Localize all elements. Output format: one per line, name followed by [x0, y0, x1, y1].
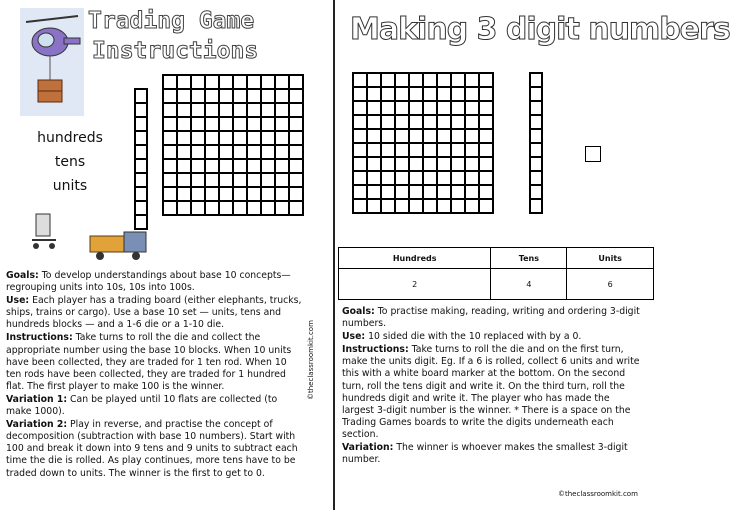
grid-cell — [451, 185, 465, 199]
grid-cell — [367, 115, 381, 129]
trolley-icon — [28, 210, 62, 252]
grid-cell — [219, 187, 233, 201]
grid-cell — [409, 129, 423, 143]
grid-cell — [423, 129, 437, 143]
grid-cell — [381, 87, 395, 101]
grid-cell — [191, 187, 205, 201]
grid-cell — [163, 117, 177, 131]
grid-cell — [395, 115, 409, 129]
grid-cell — [465, 101, 479, 115]
grid-cell — [381, 129, 395, 143]
grid-cell — [275, 103, 289, 117]
grid-cell — [191, 89, 205, 103]
grid-cell — [261, 187, 275, 201]
grid-cell — [219, 89, 233, 103]
instructions-text: Take turns to roll the die and collect the appropriate number using the base 10 blocks. When 10 units have been collected, they are traded for 1 ten rod. When 10 ten rods have been collected, they are traded for 1 hundred flat. The first player to make 100 is the winner. — [6, 332, 292, 392]
grid-cell — [409, 101, 423, 115]
grid-cell — [395, 185, 409, 199]
grid-cell — [465, 199, 479, 213]
grid-cell — [437, 115, 451, 129]
grid-cell — [247, 103, 261, 117]
rod-cell — [135, 201, 147, 215]
grid-cell — [275, 187, 289, 201]
grid-cell — [247, 187, 261, 201]
grid-cell — [163, 173, 177, 187]
grid-cell — [233, 89, 247, 103]
grid-cell — [233, 75, 247, 89]
grid-cell — [465, 87, 479, 101]
grid-cell — [275, 117, 289, 131]
grid-cell — [479, 87, 493, 101]
use-text: Each player has a trading board (either elephants, trucks, ships, trains or cargo). Use a base 10 set — units, tens and hundreds blocks — and a 1-6 die or a 1-10 die. — [6, 295, 302, 331]
grid-cell — [163, 131, 177, 145]
grid-cell — [289, 131, 303, 145]
grid-cell — [275, 201, 289, 215]
grid-cell — [437, 87, 451, 101]
grid-cell — [437, 199, 451, 213]
grid-cell — [465, 185, 479, 199]
goals-label: Goals: — [6, 270, 39, 281]
grid-cell — [395, 157, 409, 171]
grid-cell — [409, 73, 423, 87]
rod-cell — [530, 115, 542, 129]
grid-cell — [437, 185, 451, 199]
grid-cell — [423, 143, 437, 157]
grid-cell — [289, 103, 303, 117]
grid-cell — [465, 129, 479, 143]
label-tens: tens — [54, 154, 86, 170]
grid-cell — [219, 201, 233, 215]
grid-cell — [191, 131, 205, 145]
grid-cell — [177, 187, 191, 201]
grid-cell — [233, 145, 247, 159]
grid-cell — [381, 143, 395, 157]
grid-cell — [479, 101, 493, 115]
grid-cell — [289, 89, 303, 103]
variation1-text: Can be played until 10 flats are collected (to make 1000). — [6, 393, 278, 418]
grid-cell — [233, 201, 247, 215]
variation2-text: Play in reverse, and practise the concept of decomposition (subtraction with base 10 numbers). Start with 100 and break it down into 9 tens and 9 units to subtract each time the die is rolled. As play continues, more tens have to be traded down to units. The winner is the first to get to 0. — [6, 419, 298, 479]
grid-cell — [395, 143, 409, 157]
rod-cell — [135, 89, 147, 103]
grid-cell — [289, 75, 303, 89]
grid-cell — [451, 73, 465, 87]
grid-cell — [353, 143, 367, 157]
grid-cell — [451, 129, 465, 143]
grid-cell — [289, 173, 303, 187]
grid-cell — [177, 131, 191, 145]
right-title: Making 3 digit numbers — [350, 12, 730, 47]
grid-cell — [381, 171, 395, 185]
grid-cell — [479, 115, 493, 129]
grid-cell — [381, 115, 395, 129]
rod-cell — [530, 171, 542, 185]
table-header-tens: Tens — [491, 248, 567, 269]
grid-cell — [353, 171, 367, 185]
grid-cell — [437, 129, 451, 143]
grid-cell — [423, 185, 437, 199]
grid-cell — [163, 89, 177, 103]
grid-cell — [409, 87, 423, 101]
grid-cell — [437, 73, 451, 87]
center-divider — [333, 0, 335, 510]
grid-cell — [261, 159, 275, 173]
grid-cell — [437, 143, 451, 157]
grid-cell — [289, 159, 303, 173]
rod-cell — [530, 185, 542, 199]
grid-cell — [233, 187, 247, 201]
grid-cell — [191, 173, 205, 187]
use-label: Use: — [6, 295, 30, 307]
grid-cell — [247, 159, 261, 173]
grid-cell — [423, 73, 437, 87]
grid-cell — [353, 115, 367, 129]
rod-cell — [135, 173, 147, 187]
hundred-flat-grid — [162, 74, 304, 216]
grid-cell — [437, 157, 451, 171]
right-use-label: Use: — [342, 331, 366, 343]
grid-cell — [381, 157, 395, 171]
rod-cell — [135, 215, 147, 229]
grid-cell — [451, 171, 465, 185]
rod-cell — [135, 131, 147, 145]
grid-cell — [437, 171, 451, 185]
grid-cell — [465, 157, 479, 171]
rod-cell — [530, 101, 542, 115]
grid-cell — [205, 89, 219, 103]
label-units: units — [52, 178, 88, 194]
grid-cell — [191, 75, 205, 89]
grid-cell — [177, 173, 191, 187]
grid-cell — [275, 75, 289, 89]
right-instructions — [342, 306, 642, 467]
grid-cell — [479, 199, 493, 213]
grid-cell — [261, 117, 275, 131]
grid-cell — [353, 87, 367, 101]
grid-cell — [289, 145, 303, 159]
title-line-1: Trading Game — [88, 8, 255, 34]
right-variation-text: The winner is whoever makes the smallest 3-digit number. — [342, 442, 628, 466]
rod-cell — [530, 73, 542, 87]
grid-cell — [367, 129, 381, 143]
hundred-flat-grid-right — [352, 72, 494, 214]
helicopter-clipart — [20, 8, 84, 116]
truck-icon — [88, 228, 154, 262]
place-value-labels — [20, 126, 120, 198]
grid-cell — [451, 199, 465, 213]
grid-cell — [247, 173, 261, 187]
grid-cell — [479, 171, 493, 185]
grid-cell — [191, 103, 205, 117]
grid-cell — [275, 89, 289, 103]
grid-cell — [275, 173, 289, 187]
grid-cell — [247, 131, 261, 145]
grid-cell — [451, 143, 465, 157]
grid-cell — [479, 185, 493, 199]
label-hundreds: hundreds — [37, 130, 103, 146]
table-header-hundreds: Hundreds — [339, 248, 491, 269]
right-instructions-label: Instructions: — [342, 344, 409, 356]
ten-rod-right — [529, 72, 543, 214]
grid-cell — [353, 73, 367, 87]
grid-cell — [219, 117, 233, 131]
grid-cell — [205, 145, 219, 159]
table-header-units: Units — [567, 248, 654, 269]
grid-cell — [163, 201, 177, 215]
grid-cell — [409, 171, 423, 185]
right-goals-label: Goals: — [342, 306, 375, 317]
title-line-2: Instructions — [92, 38, 259, 64]
grid-cell — [451, 87, 465, 101]
grid-cell — [423, 157, 437, 171]
left-panel — [0, 0, 330, 510]
grid-cell — [353, 129, 367, 143]
table-value-units: 6 — [567, 269, 654, 300]
grid-cell — [451, 101, 465, 115]
place-value-table — [338, 247, 654, 300]
grid-cell — [395, 129, 409, 143]
grid-cell — [177, 103, 191, 117]
grid-cell — [353, 157, 367, 171]
grid-cell — [163, 75, 177, 89]
grid-cell — [205, 201, 219, 215]
grid-cell — [233, 117, 247, 131]
right-copyright: ©theclassroomkit.com — [558, 490, 638, 498]
grid-cell — [191, 159, 205, 173]
grid-cell — [395, 87, 409, 101]
grid-cell — [261, 145, 275, 159]
right-panel — [338, 0, 730, 510]
grid-cell — [247, 145, 261, 159]
grid-cell — [409, 115, 423, 129]
grid-cell — [479, 73, 493, 87]
grid-cell — [367, 199, 381, 213]
grid-cell — [219, 131, 233, 145]
instructions-label: Instructions: — [6, 332, 73, 344]
grid-cell — [163, 103, 177, 117]
variation2-label: Variation 2: — [6, 419, 68, 431]
grid-cell — [233, 173, 247, 187]
grid-cell — [247, 89, 261, 103]
grid-cell — [423, 199, 437, 213]
grid-cell — [409, 157, 423, 171]
grid-cell — [465, 171, 479, 185]
right-variation-label: Variation: — [342, 442, 394, 454]
rod-cell — [530, 129, 542, 143]
grid-cell — [367, 87, 381, 101]
rod-cell — [530, 143, 542, 157]
grid-cell — [177, 145, 191, 159]
grid-cell — [177, 159, 191, 173]
grid-cell — [451, 115, 465, 129]
right-instructions-text: Take turns to roll the die and on the first turn, make the units digit. Eg. If a 6 is rolled, collect 6 units and write this with a white board marker at the bottom. On the second turn, roll the tens digit and write it. On the third turn, roll the hundreds digit and write it. The player who has made the largest 3-digit number is the winner. * There is a space on the Trading Games boards to write the digits underneath each section. — [342, 344, 640, 440]
grid-cell — [479, 129, 493, 143]
grid-cell — [261, 173, 275, 187]
grid-cell — [423, 115, 437, 129]
grid-cell — [275, 159, 289, 173]
rod-cell — [530, 157, 542, 171]
grid-cell — [367, 101, 381, 115]
grid-cell — [289, 201, 303, 215]
right-use-text: 10 sided die with the 10 replaced with by a 0. — [368, 331, 582, 343]
rod-cell — [135, 187, 147, 201]
rod-cell — [530, 87, 542, 101]
grid-cell — [219, 145, 233, 159]
grid-cell — [219, 159, 233, 173]
grid-cell — [233, 131, 247, 145]
grid-cell — [247, 201, 261, 215]
grid-cell — [451, 157, 465, 171]
table-value-hundreds: 2 — [339, 269, 491, 300]
grid-cell — [205, 75, 219, 89]
grid-cell — [409, 143, 423, 157]
grid-cell — [191, 117, 205, 131]
grid-cell — [423, 87, 437, 101]
grid-cell — [381, 185, 395, 199]
grid-cell — [423, 171, 437, 185]
grid-cell — [205, 103, 219, 117]
grid-cell — [367, 185, 381, 199]
rod-cell — [135, 117, 147, 131]
grid-cell — [233, 103, 247, 117]
left-copyright: ©theclassroomkit.com — [307, 320, 315, 400]
grid-cell — [261, 103, 275, 117]
grid-cell — [465, 115, 479, 129]
grid-cell — [219, 75, 233, 89]
grid-cell — [395, 199, 409, 213]
grid-cell — [423, 101, 437, 115]
grid-cell — [367, 143, 381, 157]
grid-cell — [163, 159, 177, 173]
grid-cell — [367, 157, 381, 171]
grid-cell — [205, 159, 219, 173]
rod-cell — [135, 159, 147, 173]
grid-cell — [381, 73, 395, 87]
grid-cell — [479, 157, 493, 171]
grid-cell — [409, 199, 423, 213]
grid-cell — [395, 73, 409, 87]
grid-cell — [261, 201, 275, 215]
grid-cell — [205, 131, 219, 145]
grid-cell — [275, 131, 289, 145]
grid-cell — [219, 103, 233, 117]
grid-cell — [437, 101, 451, 115]
grid-cell — [289, 187, 303, 201]
ten-rod — [134, 88, 148, 230]
grid-cell — [261, 75, 275, 89]
grid-cell — [395, 101, 409, 115]
grid-cell — [191, 201, 205, 215]
grid-cell — [465, 143, 479, 157]
grid-cell — [177, 89, 191, 103]
grid-cell — [205, 187, 219, 201]
right-goals-text: To practise making, reading, writing and ordering 3-digit numbers. — [342, 306, 640, 330]
grid-cell — [261, 131, 275, 145]
rod-cell — [530, 199, 542, 213]
grid-cell — [247, 117, 261, 131]
grid-cell — [233, 159, 247, 173]
grid-cell — [205, 117, 219, 131]
grid-cell — [163, 145, 177, 159]
grid-cell — [275, 145, 289, 159]
goals-text: To develop understandings about base 10 concepts— regrouping units into 10s, 10s into 100s. — [6, 270, 291, 294]
grid-cell — [261, 89, 275, 103]
grid-cell — [479, 143, 493, 157]
grid-cell — [353, 185, 367, 199]
grid-cell — [247, 75, 261, 89]
grid-cell — [205, 173, 219, 187]
helicopter-icon — [20, 8, 84, 116]
grid-cell — [409, 185, 423, 199]
grid-cell — [177, 75, 191, 89]
variation1-label: Variation 1: — [6, 393, 68, 405]
grid-cell — [353, 199, 367, 213]
table-value-tens: 4 — [491, 269, 567, 300]
grid-cell — [381, 101, 395, 115]
grid-cell — [381, 199, 395, 213]
rod-cell — [135, 103, 147, 117]
grid-cell — [353, 101, 367, 115]
grid-cell — [367, 73, 381, 87]
left-instructions — [6, 270, 302, 481]
grid-cell — [395, 171, 409, 185]
grid-cell — [219, 173, 233, 187]
grid-cell — [367, 171, 381, 185]
grid-cell — [177, 117, 191, 131]
grid-cell — [177, 201, 191, 215]
grid-cell — [163, 187, 177, 201]
grid-cell — [465, 73, 479, 87]
grid-cell — [191, 145, 205, 159]
grid-cell — [289, 117, 303, 131]
rod-cell — [135, 145, 147, 159]
unit-cube — [585, 146, 601, 162]
